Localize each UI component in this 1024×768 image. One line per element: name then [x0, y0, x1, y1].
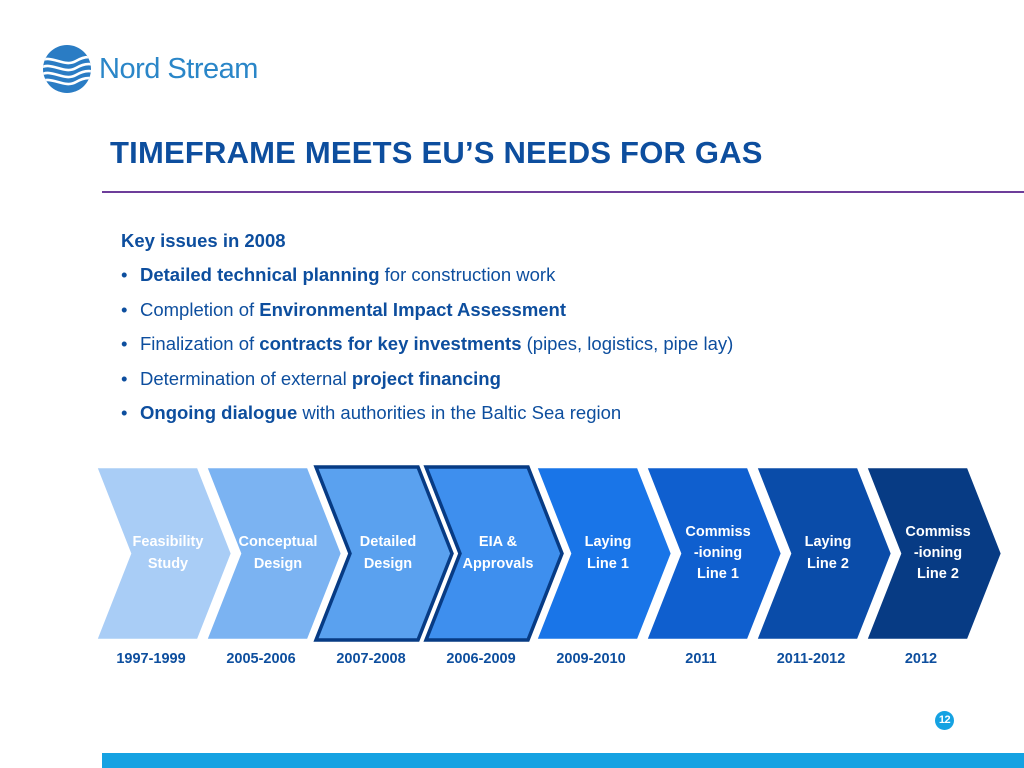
timeline-step-label: Conceptual Design — [238, 534, 318, 572]
item-text: for construction work — [379, 264, 556, 285]
timeline-year: 1997-1999 — [116, 651, 186, 667]
nord-stream-logo — [42, 44, 258, 94]
timeline-step-label: EIA & Approvals — [462, 534, 534, 572]
timeline-year: 2012 — [904, 651, 938, 667]
item-text: (pipes, logistics, pipe lay) — [521, 333, 734, 354]
footer-band — [102, 753, 1024, 768]
list-item — [121, 298, 981, 333]
timeline-step-label: Feasibility Study — [132, 534, 204, 572]
timeline-step-label: Detailed Design — [359, 534, 417, 572]
item-text: with authorities in the Baltic Sea region — [297, 402, 622, 423]
timeline-step-label: Laying Line 2 — [804, 534, 852, 572]
timeline-year: 2006-2009 — [446, 651, 516, 667]
key-issues-heading: Key issues in 2008 — [121, 230, 286, 251]
timeline-year: 2009-2010 — [556, 651, 626, 667]
timeline-step-label: Commiss -ioning Line 1 — [685, 523, 751, 582]
timeline-step-label: Laying Line 1 — [584, 534, 632, 572]
key-issues-section — [121, 229, 981, 436]
page-title: TIMEFRAME MEETS EU’S NEEDS FOR GAS — [110, 135, 763, 170]
item-emphasis: project financing — [351, 367, 501, 389]
list-item — [121, 332, 981, 367]
item-emphasis: Detailed technical planning — [140, 264, 380, 285]
list-item — [121, 263, 981, 298]
item-emphasis: Environmental Impact Assessment — [259, 298, 567, 320]
bullet-icon: • — [121, 333, 128, 354]
timeline-year: 2011-2012 — [776, 651, 846, 667]
bullet-icon: • — [121, 298, 128, 320]
list-item — [121, 367, 981, 402]
bullet-icon: • — [121, 367, 128, 389]
bullet-icon: • — [121, 264, 128, 285]
timeline-year: 2005-2006 — [226, 651, 296, 667]
logo-wordmark: Nord Stream — [99, 52, 258, 85]
title-divider — [102, 191, 1024, 193]
item-text: Determination of external — [140, 367, 352, 389]
list-item — [121, 401, 981, 436]
item-text: Finalization of — [140, 333, 260, 354]
timeline-year: 2007-2008 — [336, 651, 406, 667]
timeline-step — [866, 467, 1002, 640]
nord-stream-wave-globe-icon — [42, 44, 92, 94]
key-issues-list — [121, 263, 981, 436]
timeline-year: 2011 — [685, 651, 717, 667]
item-emphasis: contracts for key investments — [259, 333, 522, 354]
page-number: 12 — [935, 711, 954, 730]
bullet-icon: • — [121, 402, 128, 423]
item-text: Completion of — [140, 298, 260, 320]
item-emphasis: Ongoing dialogue — [140, 402, 298, 423]
timeline-step-label: Commiss -ioning Line 2 — [905, 523, 971, 582]
